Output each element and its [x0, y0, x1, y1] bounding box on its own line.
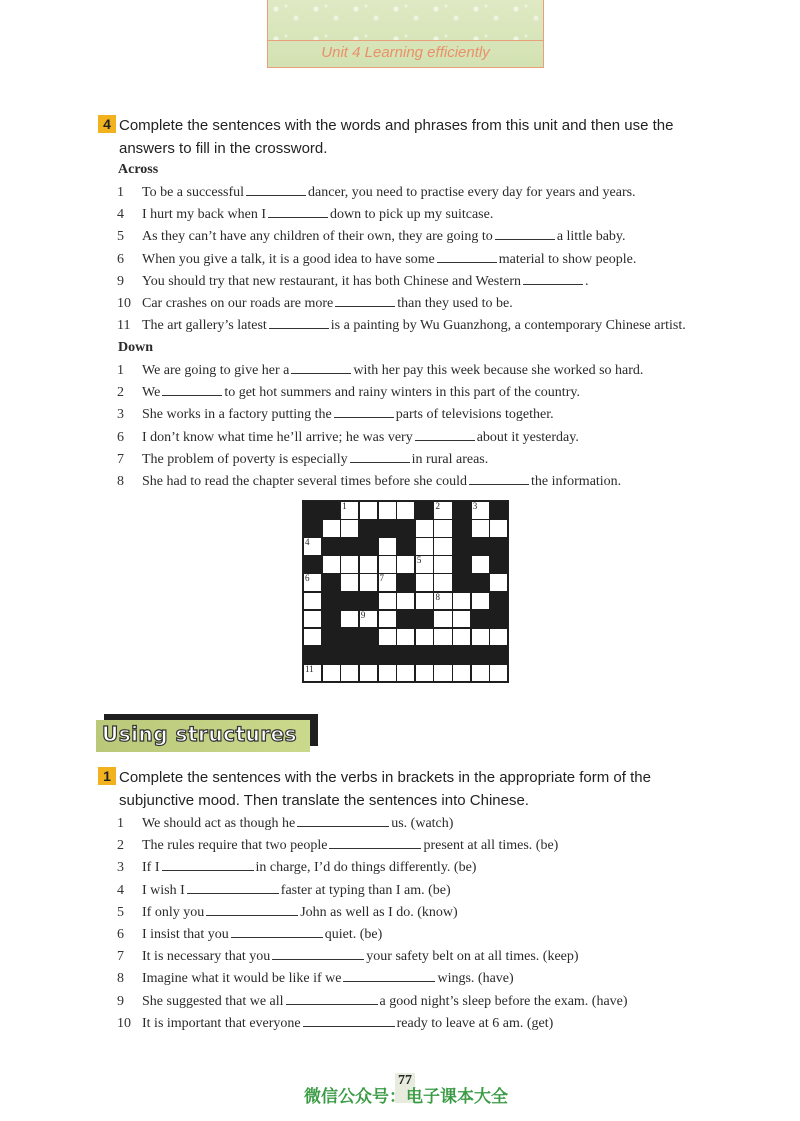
crossword-cell[interactable]	[396, 592, 415, 611]
crossword-cell[interactable]	[378, 573, 397, 592]
crossword-clue-number: 3	[472, 501, 478, 511]
answer-blank[interactable]	[334, 405, 394, 418]
crossword-cell[interactable]	[415, 537, 434, 556]
answer-blank[interactable]	[291, 361, 351, 374]
structures-item-text-after: wings. (have)	[437, 971, 514, 987]
across-clue-item	[117, 272, 589, 290]
crossword-clue-number: 11	[305, 663, 314, 674]
crossword-cell[interactable]	[396, 501, 415, 520]
answer-blank[interactable]	[246, 183, 306, 196]
down-clue-item-number: 7	[117, 451, 124, 467]
crossword-cell[interactable]	[378, 628, 397, 647]
crossword-cell[interactable]	[415, 573, 434, 592]
across-clue-item-number: 5	[117, 229, 124, 245]
answer-blank[interactable]	[335, 294, 395, 307]
structures-item-text-after: faster at typing than I am. (be)	[280, 882, 451, 898]
crossword-cell[interactable]	[396, 664, 415, 683]
across-clue-item-text-before: I hurt my back when I	[142, 207, 267, 223]
answer-blank[interactable]	[162, 383, 222, 396]
structures-item-text-before: It is important that everyone	[142, 1015, 301, 1031]
crossword-cell[interactable]	[471, 592, 490, 611]
answer-blank[interactable]	[495, 227, 555, 240]
down-clue-item-text-before: She had to read the chapter several times before she could	[142, 474, 467, 489]
crossword-cell[interactable]	[489, 519, 508, 538]
structures-item-text-before: The rules require that two people	[142, 838, 328, 854]
down-clue-item-text-after: parts of televisions together.	[395, 407, 554, 423]
across-clue-item-text-before: As they can’t have any children of their own, they are going to	[142, 229, 493, 245]
crossword-cell[interactable]	[433, 573, 452, 592]
across-clue-item-text-before: When you give a talk, it is a good idea to have some	[142, 251, 435, 267]
structures-item-text-before: We should act as though he	[142, 816, 296, 831]
across-clue-item-number: 1	[117, 185, 124, 200]
across-clue-item	[117, 294, 513, 312]
across-clue-item-number: 10	[117, 296, 131, 311]
answer-blank[interactable]	[231, 925, 323, 938]
answer-blank[interactable]	[343, 969, 435, 982]
across-clue-item-number: 9	[117, 273, 124, 289]
structures-item-text-before: It is necessary that you	[142, 949, 271, 965]
down-clue-item-text-before: She works in a factory putting the	[142, 407, 332, 423]
across-clue-item-text-before: Car crashes on our roads are more	[142, 296, 334, 311]
across-clue-item-text-before: The art gallery’s latest	[142, 318, 267, 334]
structures-item	[117, 903, 458, 921]
structures-item-number: 10	[117, 1015, 131, 1031]
across-clue-item	[117, 227, 626, 245]
structures-item-number: 8	[117, 971, 124, 987]
across-clue-item-text-before: You should try that new restaurant, it has both Chinese and Western	[142, 273, 522, 289]
crossword-cell[interactable]	[452, 664, 471, 683]
answer-blank[interactable]	[162, 858, 254, 871]
crossword-clue-number: 9	[360, 609, 366, 620]
crossword-cell[interactable]	[378, 610, 397, 629]
crossword-cell[interactable]	[340, 555, 359, 574]
crossword-cell[interactable]	[396, 628, 415, 647]
crossword-clue-number: 2	[435, 501, 440, 511]
crossword-grid	[302, 500, 509, 683]
crossword-cell[interactable]	[396, 555, 415, 574]
down-clue-item	[117, 405, 554, 423]
answer-blank[interactable]	[269, 316, 329, 329]
structures-item-text-after: present at all times. (be)	[423, 838, 559, 854]
across-clue-item	[117, 316, 686, 334]
using-structures-banner	[96, 714, 318, 752]
crossword-cell[interactable]	[378, 537, 397, 556]
answer-blank[interactable]	[437, 250, 497, 263]
banner-divider	[268, 40, 543, 41]
crossword-cell[interactable]	[433, 519, 452, 538]
structures-item-text-before: Imagine what it would be like if we	[142, 971, 342, 987]
across-clue-item	[117, 183, 636, 201]
down-clue-item	[117, 428, 579, 446]
down-clue-item	[117, 472, 621, 490]
down-clue-item-text-before: We are going to give her a	[142, 363, 290, 378]
crossword-cell[interactable]	[471, 555, 490, 574]
crossword-cell[interactable]	[452, 592, 471, 611]
structures-item-number: 2	[117, 838, 124, 854]
crossword-cell[interactable]	[433, 628, 452, 647]
across-clue-item-number: 4	[117, 207, 124, 223]
down-clue-item-number: 2	[117, 385, 124, 401]
crossword-cell[interactable]	[489, 573, 508, 592]
down-clue-item-text-before: We	[142, 385, 161, 401]
structures-instruction-line2: subjunctive mood. Then translate the sentences into Chinese.	[119, 792, 529, 809]
down-clue-item-number: 1	[117, 363, 124, 378]
down-clue-item-text-before: The problem of poverty is especially	[142, 451, 348, 467]
down-clue-item	[117, 450, 488, 468]
answer-blank[interactable]	[286, 992, 378, 1005]
down-clue-item-number: 3	[117, 407, 124, 423]
crossword-cell[interactable]	[471, 664, 490, 683]
answer-blank[interactable]	[469, 472, 529, 485]
crossword-cell[interactable]	[340, 573, 359, 592]
crossword-cell[interactable]	[433, 555, 452, 574]
across-clue-item-number: 11	[117, 318, 131, 334]
across-clue-item-text-after: material to show people.	[498, 251, 637, 267]
crossword-cell[interactable]	[359, 664, 378, 683]
crossword-cell[interactable]	[415, 519, 434, 538]
crossword-cell[interactable]	[452, 628, 471, 647]
across-clue-item-text-after: is a painting by Wu Guanzhong, a contemporary Chinese artist.	[330, 318, 686, 334]
crossword-cell[interactable]	[433, 610, 452, 629]
structures-item-text-after: quiet. (be)	[324, 927, 383, 942]
crossword-cell[interactable]	[359, 501, 378, 520]
answer-blank[interactable]	[206, 903, 298, 916]
using-structures-title: Using structures	[102, 722, 298, 746]
down-clue-item-text-before: I don’t know what time he’ll arrive; he was very	[142, 429, 413, 445]
across-clue-item-text-after: than they used to be.	[397, 296, 513, 311]
across-clue-item-text-after: a little baby.	[556, 229, 626, 245]
structures-item-number: 9	[117, 993, 124, 1009]
banner-pattern	[268, 0, 543, 40]
structures-item	[117, 881, 451, 899]
crossword-cell[interactable]	[471, 501, 490, 520]
down-clue-item-text-after: with her pay this week because she worked so hard.	[353, 363, 644, 378]
crossword-cell[interactable]	[433, 537, 452, 556]
watermark: 微信公众号：电子课本大全	[304, 1087, 508, 1107]
crossword-cell[interactable]	[415, 664, 434, 683]
crossword-clue-number: 8	[435, 591, 440, 602]
crossword-cell[interactable]	[378, 501, 397, 520]
answer-blank[interactable]	[329, 836, 421, 849]
answer-blank[interactable]	[297, 814, 389, 827]
exercise4-instruction	[98, 114, 718, 160]
across-clue-item	[117, 205, 493, 223]
crossword-cell[interactable]	[378, 664, 397, 683]
crossword-clue-number: 7	[379, 573, 385, 584]
crossword-cell[interactable]	[433, 501, 452, 520]
crossword-cell[interactable]	[433, 592, 452, 611]
structures-item-text-before: I insist that you	[142, 927, 229, 942]
crossword-cell[interactable]	[489, 628, 508, 647]
exercise4-instruction-line1: Complete the sentences with the words and phrases from this unit and then use the	[119, 117, 674, 134]
crossword-cell[interactable]	[378, 592, 397, 611]
structures-item-number: 1	[117, 816, 124, 831]
crossword-cell[interactable]	[322, 664, 341, 683]
down-clue-item-text-after: the information.	[530, 474, 622, 489]
down-clue-item-text-after: about it yesterday.	[476, 429, 579, 445]
crossword-clue-number: 5	[416, 555, 422, 566]
structures-item	[117, 858, 476, 876]
crossword-cell[interactable]	[415, 555, 434, 574]
down-clue-item-number: 8	[117, 474, 124, 489]
exercise4-number: 4	[98, 115, 116, 133]
down-heading: Down	[118, 340, 154, 355]
crossword-cell[interactable]	[303, 628, 322, 647]
structures-item	[117, 992, 628, 1010]
structures-item-text-after: us. (watch)	[391, 816, 454, 831]
across-clue-item-text-after: down to pick up my suitcase.	[330, 207, 494, 223]
crossword-cell[interactable]	[433, 664, 452, 683]
structures-item-text-before: If only you	[142, 904, 205, 920]
crossword-cell[interactable]	[322, 555, 341, 574]
answer-blank[interactable]	[272, 947, 364, 960]
structures-item-text-after: John as well as I do. (know)	[300, 904, 458, 920]
crossword-clue-number: 4	[305, 537, 310, 548]
structures-item-text-after: your safety belt on at all times. (keep)	[366, 949, 579, 965]
across-clue-item-text-after: dancer, you need to practise every day for years and years.	[308, 185, 636, 200]
across-clue-item-text-before: To be a successful	[142, 185, 245, 200]
crossword-cell[interactable]	[415, 592, 434, 611]
across-heading: Across	[118, 162, 159, 177]
structures-item	[117, 969, 514, 987]
crossword-cell[interactable]	[303, 592, 322, 611]
crossword-cell[interactable]	[340, 519, 359, 538]
unit-banner	[267, 0, 544, 68]
structures-item-text-after: a good night’s sleep before the exam. (have)	[379, 993, 628, 1009]
structures-number: 1	[98, 767, 116, 785]
unit-title: Unit 4 Learning efficiently	[321, 44, 490, 61]
crossword-cell[interactable]	[303, 573, 322, 592]
crossword-cell[interactable]	[303, 610, 322, 629]
crossword-cell[interactable]	[303, 537, 322, 556]
structures-item	[117, 1014, 553, 1032]
structures-item-text-before: She suggested that we all	[142, 993, 284, 1009]
structures-item	[117, 836, 558, 854]
structures-instruction-line1: Complete the sentences with the verbs in brackets in the appropriate form of the	[119, 769, 651, 786]
answer-blank[interactable]	[523, 272, 583, 285]
across-clue-item	[117, 250, 636, 268]
structures-item-number: 7	[117, 949, 124, 965]
across-clue-item-number: 6	[117, 251, 124, 267]
crossword-cell[interactable]	[303, 664, 322, 683]
down-clue-item	[117, 361, 643, 379]
down-clue-item-text-after: to get hot summers and rainy winters in this part of the country.	[224, 385, 580, 401]
crossword-cell[interactable]	[415, 628, 434, 647]
crossword-cell[interactable]	[471, 628, 490, 647]
crossword-cell[interactable]	[340, 610, 359, 629]
down-clue-item	[117, 383, 580, 401]
structures-item-number: 3	[117, 860, 124, 876]
crossword-cell[interactable]	[359, 573, 378, 592]
structures-item-number: 6	[117, 927, 124, 942]
structures-instruction	[98, 766, 718, 812]
crossword-cell[interactable]	[322, 519, 341, 538]
crossword-cell[interactable]	[378, 555, 397, 574]
crossword-clue-number: 6	[305, 573, 310, 584]
structures-item-number: 5	[117, 904, 124, 920]
structures-item	[117, 814, 453, 832]
structures-item	[117, 947, 579, 965]
crossword-clue-number: 1	[342, 501, 347, 511]
crossword-cell[interactable]	[340, 501, 359, 520]
answer-blank[interactable]	[268, 205, 328, 218]
structures-item-text-after: in charge, I’d do things differently. (be)	[255, 860, 477, 876]
down-clue-item-text-after: in rural areas.	[411, 451, 489, 467]
page-number: 77	[395, 1073, 415, 1103]
crossword-cell[interactable]	[471, 519, 490, 538]
structures-item-text-before: If I	[142, 860, 160, 876]
answer-blank[interactable]	[415, 428, 475, 441]
crossword-cell[interactable]	[489, 664, 508, 683]
answer-blank[interactable]	[187, 881, 279, 894]
crossword-cell[interactable]	[359, 610, 378, 629]
structures-item-text-before: I wish I	[142, 882, 185, 898]
across-clue-item-text-after: .	[585, 273, 589, 289]
crossword-cell[interactable]	[340, 664, 359, 683]
crossword-cell[interactable]	[452, 610, 471, 629]
answer-blank[interactable]	[303, 1014, 395, 1027]
down-clue-item-number: 6	[117, 429, 124, 445]
crossword-cell[interactable]	[359, 555, 378, 574]
structures-item	[117, 925, 382, 943]
structures-item-text-after: ready to leave at 6 am. (get)	[396, 1015, 554, 1031]
structures-item-number: 4	[117, 882, 124, 898]
exercise4-instruction-line2: answers to fill in the crossword.	[119, 140, 328, 157]
answer-blank[interactable]	[350, 450, 410, 463]
